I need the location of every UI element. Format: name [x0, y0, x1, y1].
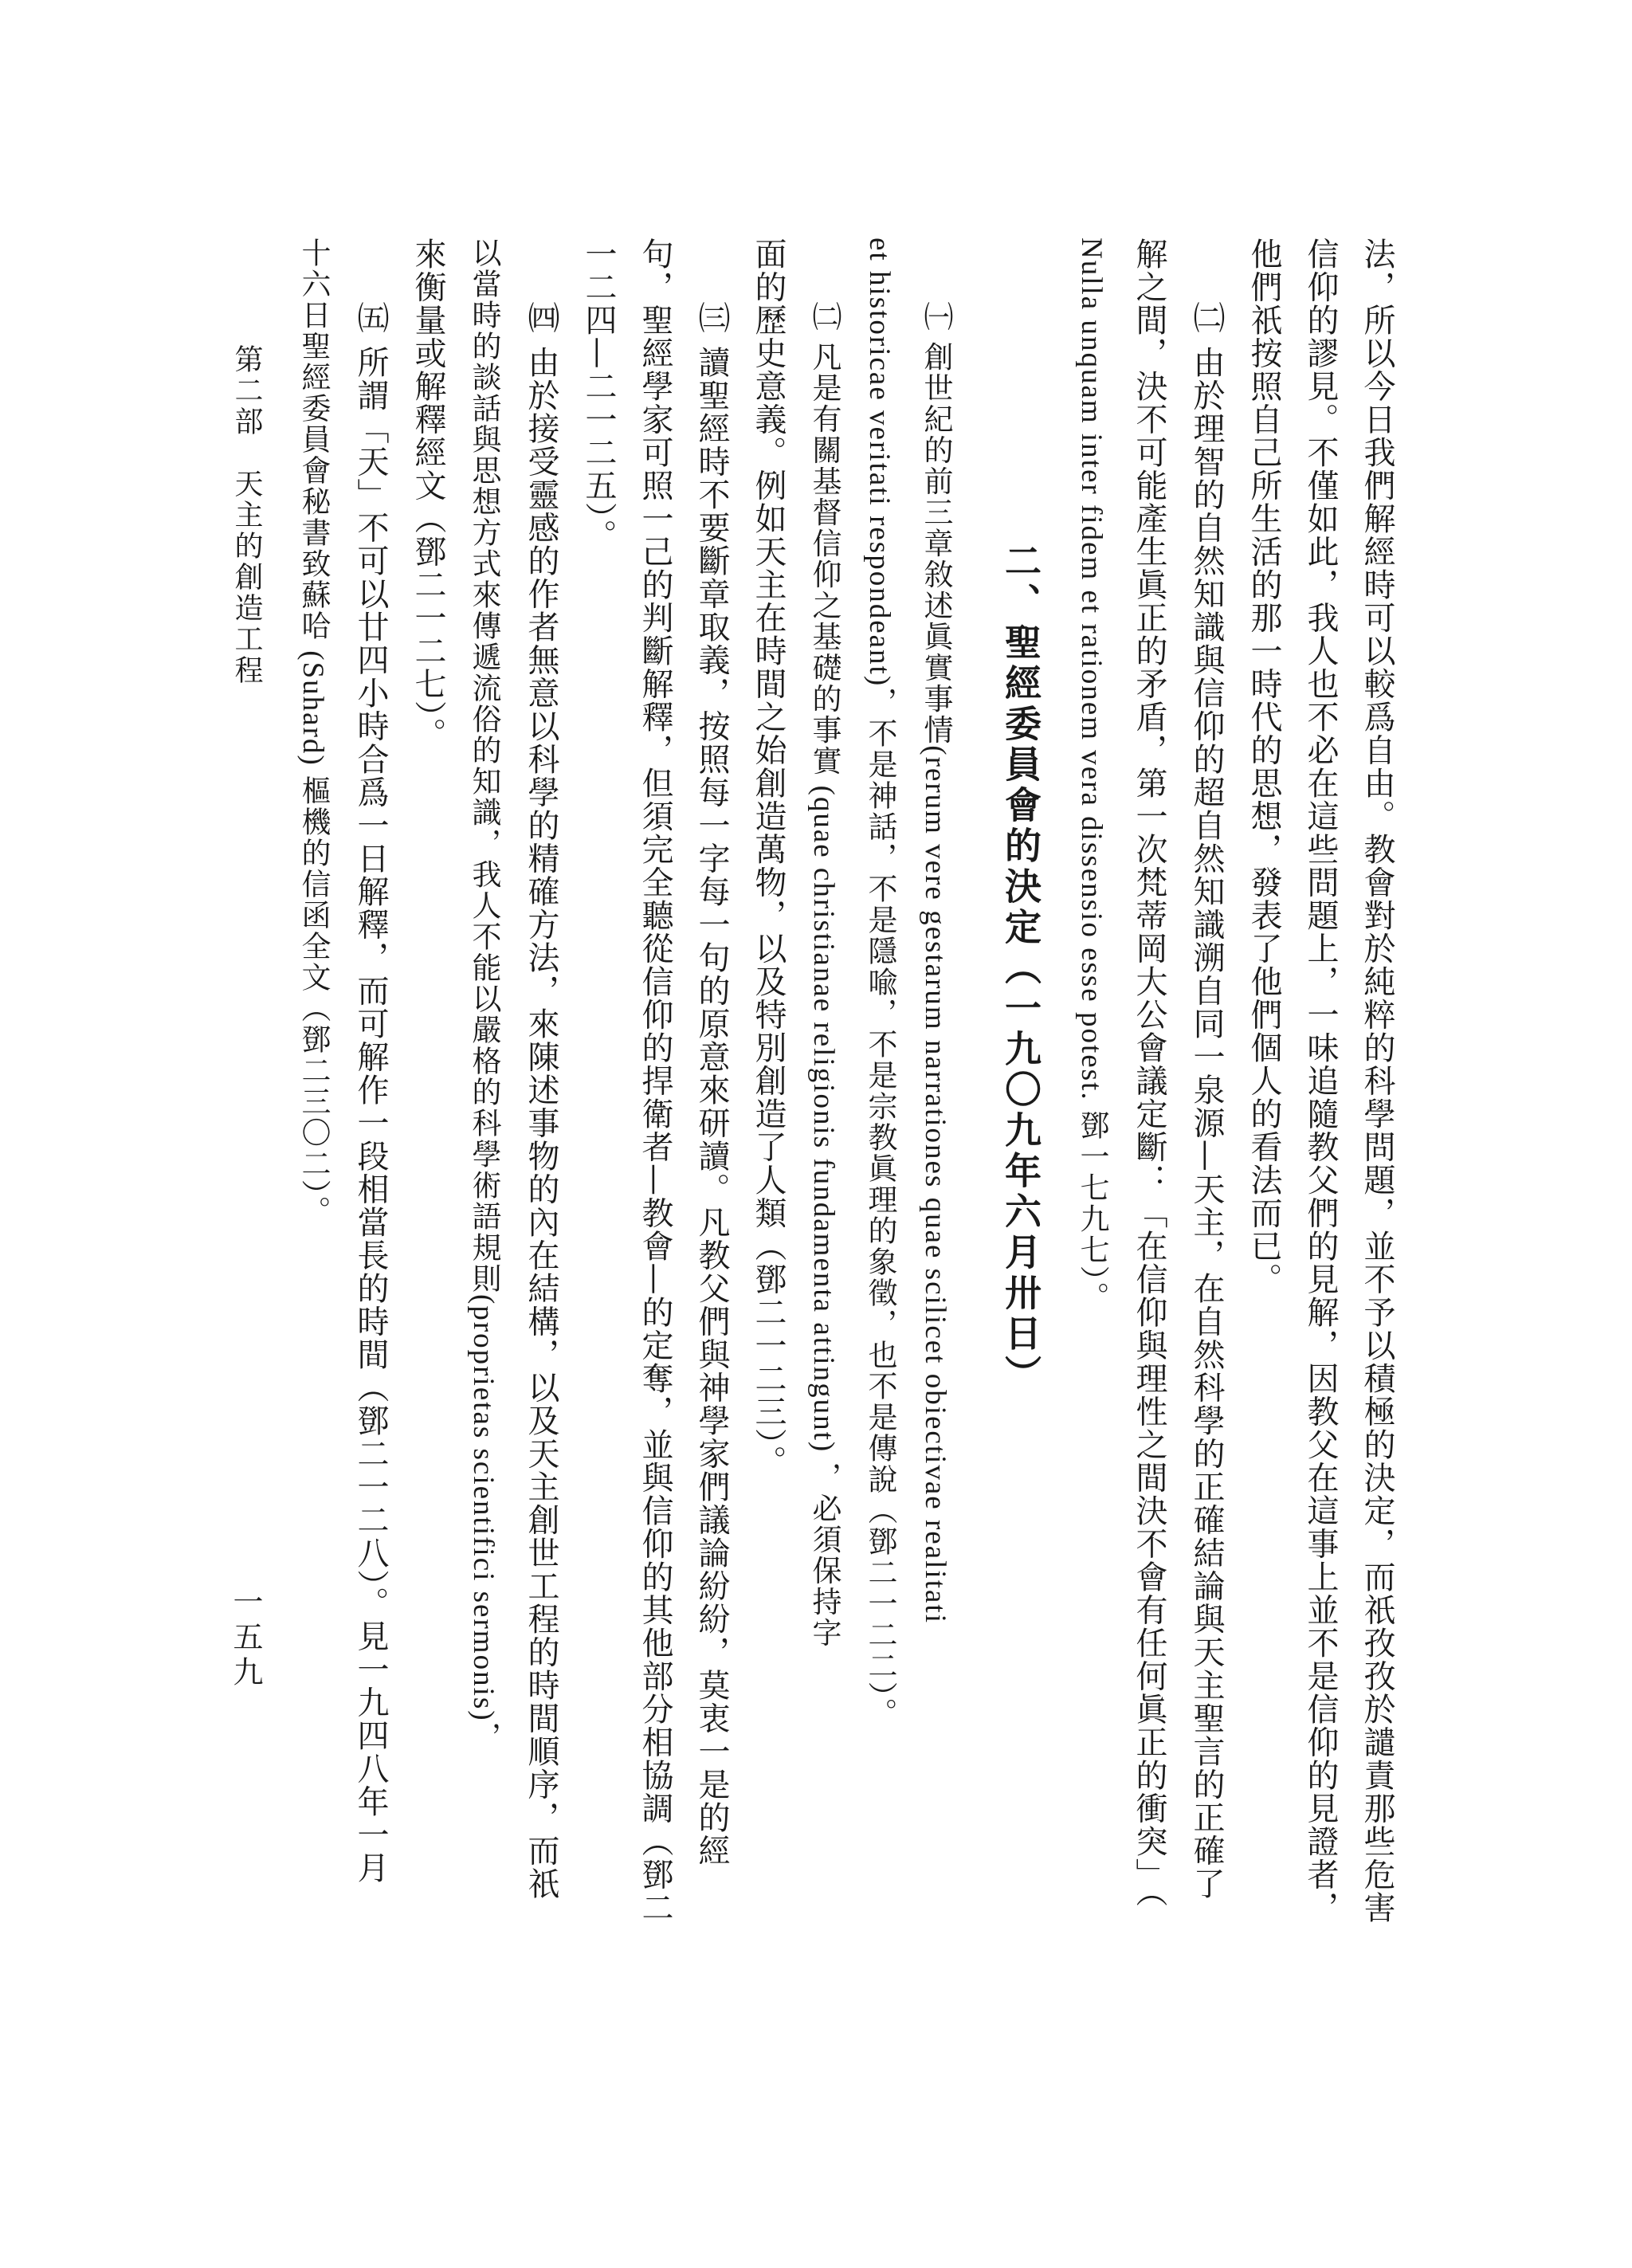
text-column: 一二四—二一二五）。: [580, 237, 617, 552]
text-column: 句，聖經學家可照一己的判斷解釋，但須完全聽從信仰的捍衛者—教會—的定奪，並與信仰的其他部分相協調（鄧二: [637, 237, 673, 1925]
text-column: et historicae veritati respondeant)，不是神話，不是隱喩，不是宗教眞理的象徵，也不是傳說（鄧二一二二）。: [863, 237, 896, 1729]
text-column: 法，所以今日我們解經時可以較爲自由。教會對於純粹的科學問題，並不予以積極的決定，而祇孜孜於譴責那些危害: [1359, 237, 1395, 1925]
text-column: 十六日聖經委員會秘書致蘇哈 (Suhard) 樞機的信函全文（鄧二三〇二）。: [296, 237, 329, 1227]
text-column: ㈣ 由於接受靈感的作者無意以科學的精確方法，來陳述事物的內在結構，以及天主創世工程的時間順序，而祇: [523, 301, 559, 1901]
text-column: 來衡量或解釋經文（鄧二一二七）。: [410, 237, 446, 751]
section-heading: 二、聖經委員會的決定（一九〇九年六月卅日）: [999, 542, 1042, 1395]
text-column: ㈠ 創世紀的前三章敘述眞實事情(rerum vere gestarum narrationes quae scilicet obiectivae realitati: [919, 301, 951, 1624]
page-number: 一五九: [228, 1586, 263, 1691]
text-column: ㈡ 由於理智的自然知識與信仰的超自然知識溯自同一泉源—天主，在自然科學的正確結論與天主聖言的正確了: [1188, 301, 1225, 1901]
text-column: ㈢ 讀聖經時不要斷章取義，按照每一字每一句的原意來研讀。凡教父們與神學家們議論紛紛，莫衷一是的經: [693, 301, 730, 1867]
text-column: 解之間，決不可能產生眞正的矛盾，第一次梵蒂岡大公會議定斷：「在信仰與理性之間決不會有任何眞正的衝突」（: [1131, 237, 1167, 1909]
running-head: 第二部 天主的創造工程: [230, 344, 263, 686]
text-column: 他們祇按照自己所生活的那一時代的思想，發表了他們個人的看法而已。: [1246, 237, 1282, 1296]
text-column: 信仰的謬見。不僅如此，我人也不必在這些問題上，一味追隨教父們的見解，因教父在這事上並不是信仰的見證者，: [1302, 237, 1339, 1925]
text-column: ㈡ 凡是有關基督信仰之基礎的事實 (quae christianae religionis fundamenta attingunt) ，必須保持字: [807, 301, 840, 1649]
text-column: 以當時的談話與思想方式來傳遞流俗的知識，我人不能以嚴格的科學術語規則(proprietas scientifici sermonis)，: [467, 237, 500, 1753]
text-column: ㈤ 所謂「天」不可以廿四小時合爲一日解釋，而可解作一段相當長的時間（鄧二一二八）。見一九四八年一月: [352, 301, 389, 1885]
latin-quote-column: Nulla unquam inter fidem et rationem vera dissensio esse potest. 鄧一七九七）。: [1075, 237, 1108, 1313]
text-column: 面的歷史意義。例如天主在時間之始創造萬物，以及特別創造了人類（鄧二一二三）。: [750, 237, 787, 1478]
